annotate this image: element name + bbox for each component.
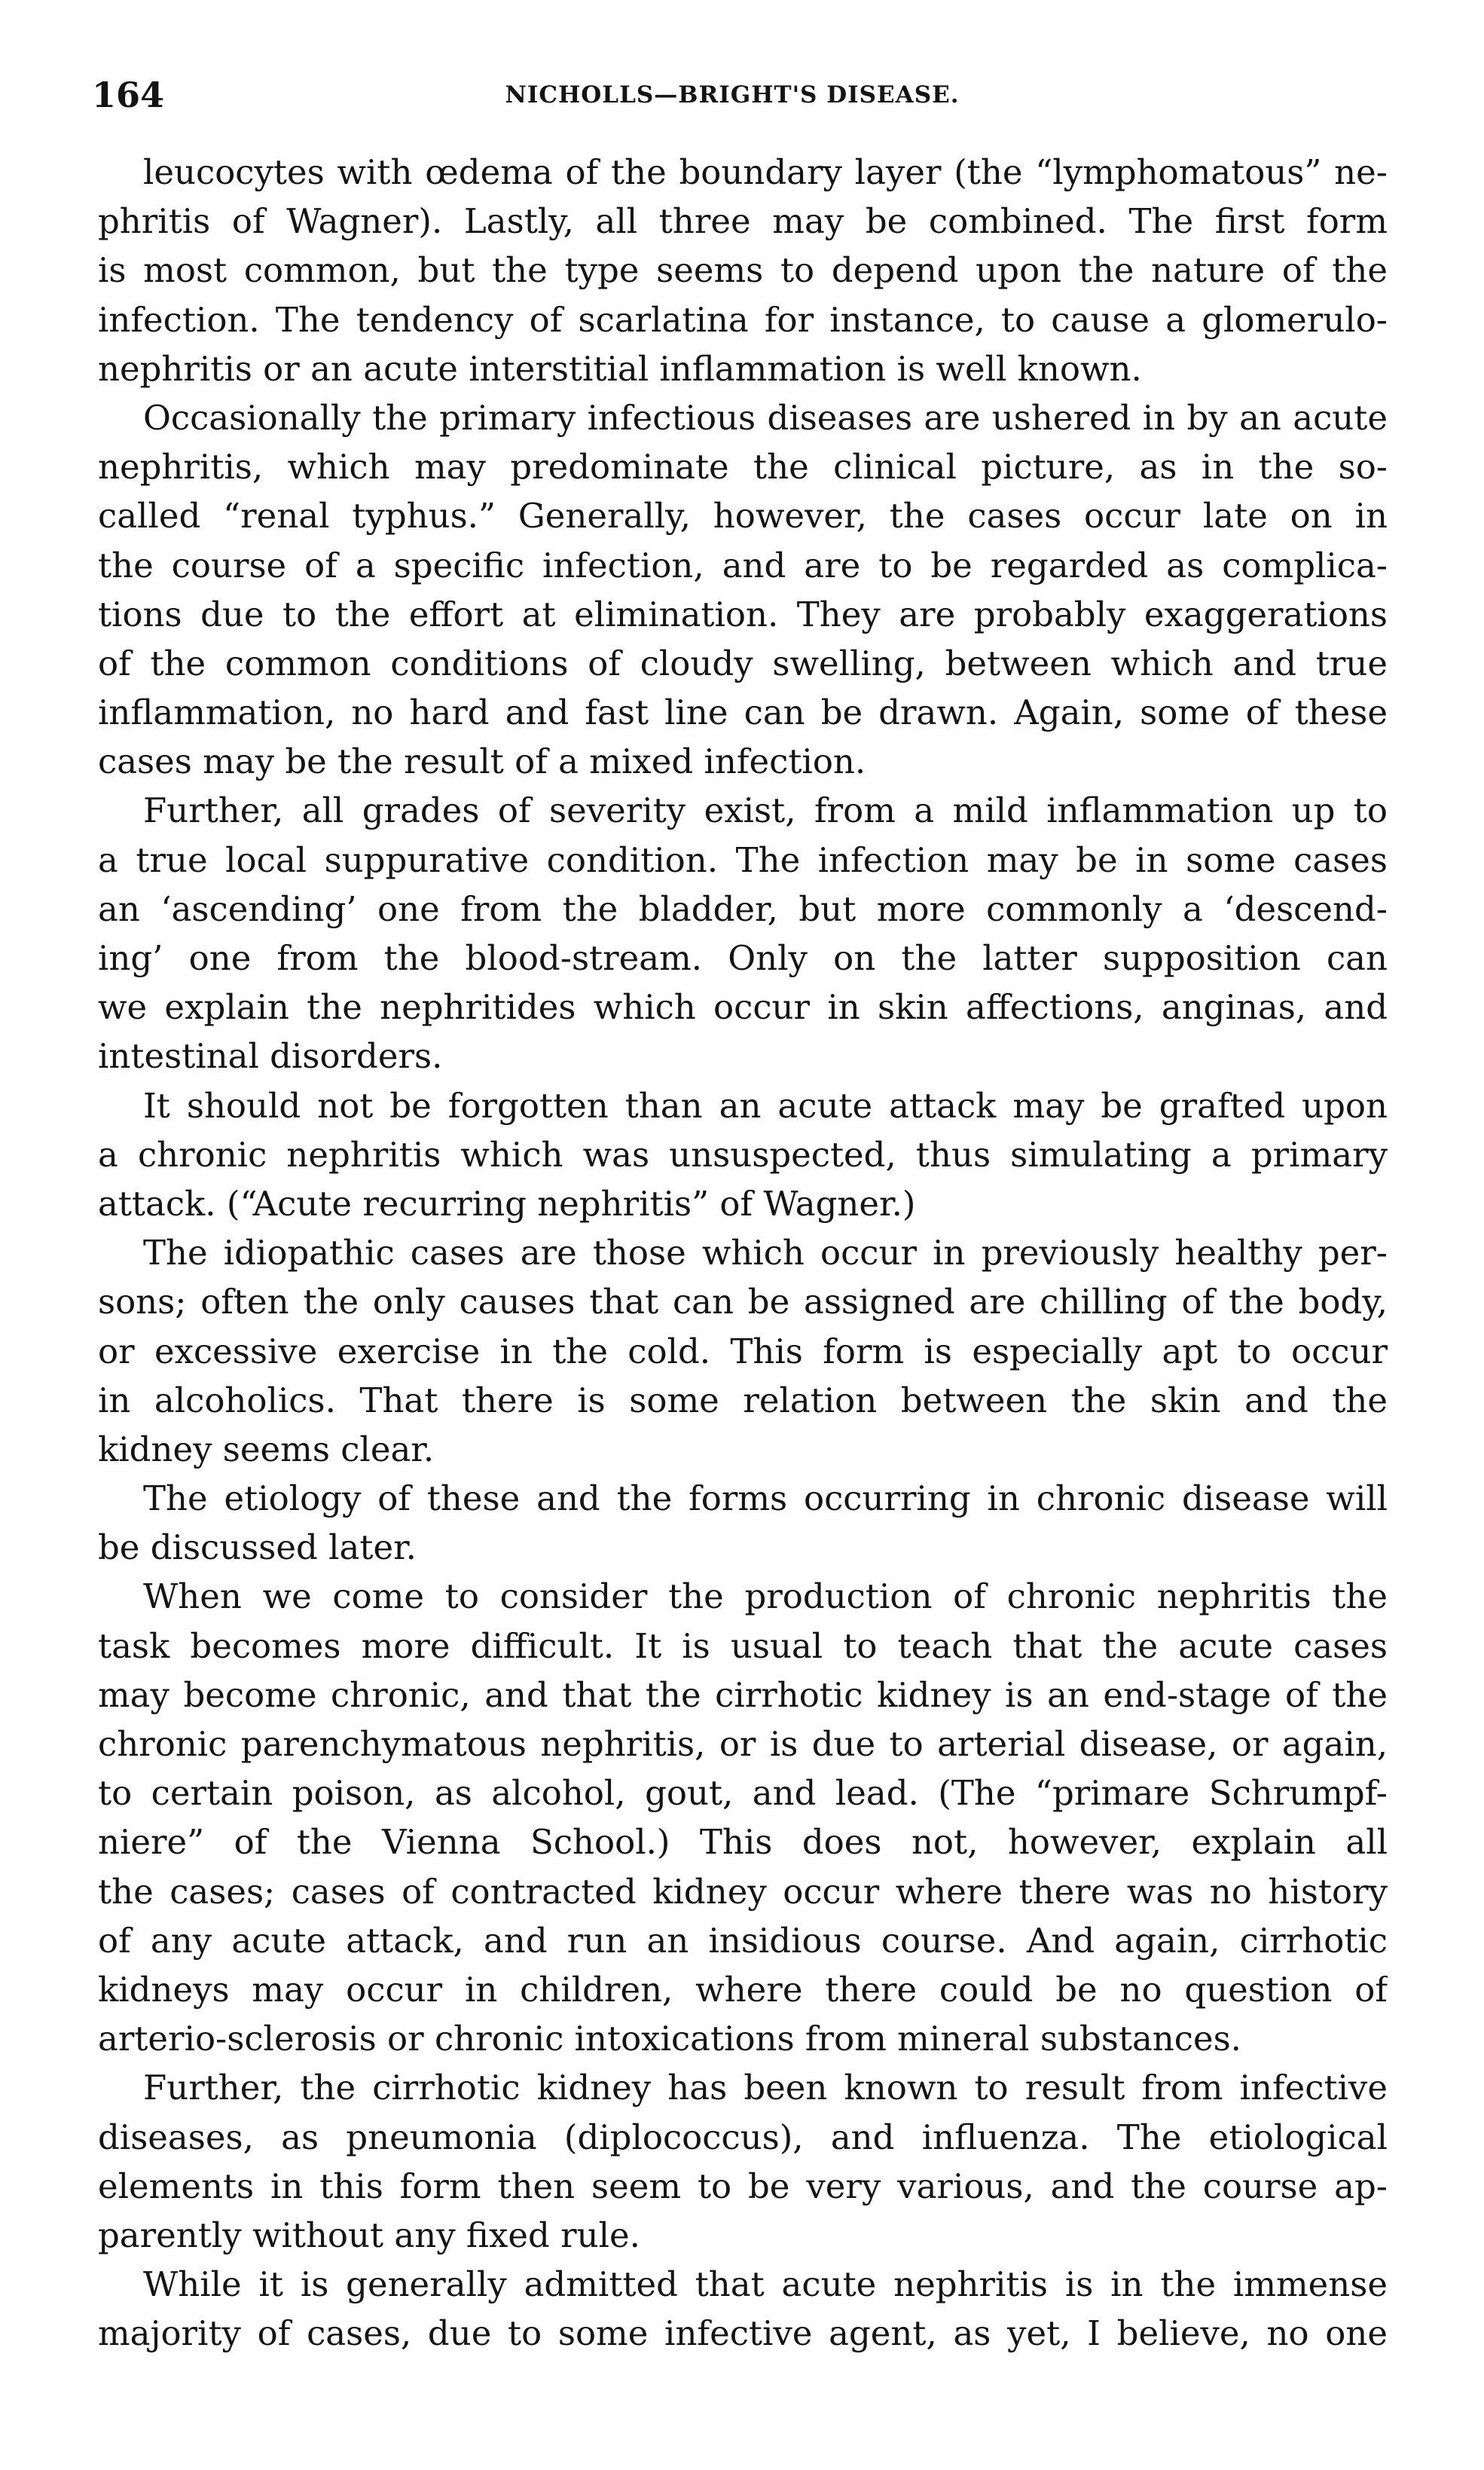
text-line: task becomes more difficult. It is usual to teach that the acute cases — [98, 1625, 1388, 1666]
text-line: intestinal disorders. — [98, 1036, 443, 1077]
text-line: arterio-sclerosis or chronic intoxications from mineral substances. — [98, 2019, 1241, 2059]
text-line: parently without any fixed rule. — [98, 2215, 640, 2255]
paragraph — [98, 2260, 1388, 2358]
text-line: nephritis or an acute interstitial inflammation is well known. — [98, 348, 1142, 389]
text-line: Further, all grades of severity exist, from a mild inflammation up to — [143, 790, 1388, 831]
text-line: of the common conditions of cloudy swelling, between which and true — [98, 643, 1388, 683]
text-line: a chronic nephritis which was unsuspected, thus simulating a primary — [98, 1134, 1388, 1175]
text-line: an ‘ascending’ one from the bladder, but more commonly a ‘descend- — [98, 888, 1388, 929]
running-head: NICHOLLS—BRIGHT'S DISEASE. — [505, 81, 960, 109]
text-line: is most common, but the type seems to depend upon the nature of the — [98, 250, 1388, 291]
text-line: or excessive exercise in the cold. This form is especially apt to occur — [98, 1331, 1388, 1371]
text-line: of any acute attack, and run an insidious course. And again, cirrhotic — [98, 1920, 1388, 1961]
text-line: diseases, as pneumonia (diplococcus), and influenza. The etiological — [98, 2117, 1388, 2157]
paragraph — [98, 2063, 1388, 2260]
text-line: sons; often the only causes that can be assigned are chilling of the body, — [98, 1282, 1388, 1322]
text-line: infection. The tendency of scarlatina for instance, to cause a glomerulo- — [98, 299, 1388, 340]
paragraph — [98, 1081, 1388, 1229]
text-line: The idiopathic cases are those which occur in previously healthy per- — [143, 1233, 1388, 1273]
text-line: ing’ one from the blood-stream. Only on the latter supposition can — [98, 938, 1388, 978]
body-text — [98, 148, 1388, 2358]
text-line: to certain poison, as alcohol, gout, and lead. (The “primare Schrumpf- — [98, 1773, 1388, 1814]
paragraph — [98, 786, 1388, 1081]
text-line: The etiology of these and the forms occurring in chronic disease will — [143, 1478, 1388, 1519]
text-line: leucocytes with œdema of the boundary layer (the “lymphomatous” ne- — [143, 152, 1388, 192]
text-line: elements in this form then seem to be very various, and the course ap- — [98, 2166, 1388, 2206]
text-line: majority of cases, due to some infective agent, as yet, I believe, no one — [98, 2313, 1388, 2354]
text-line: be discussed later. — [98, 1527, 417, 1568]
text-line: tions due to the effort at elimination. They are probably exaggerations — [98, 594, 1388, 634]
text-line: may become chronic, and that the cirrhotic kidney is an end-stage of the — [98, 1674, 1388, 1715]
page-number: 164 — [92, 75, 165, 115]
text-line: niere” of the Vienna School.) This does not, however, explain all — [98, 1822, 1388, 1863]
text-line: When we come to consider the production of chronic nephritis the — [143, 1576, 1388, 1617]
text-line: the cases; cases of contracted kidney occur where there was no history — [98, 1871, 1388, 1912]
text-line: It should not be forgotten than an acute attack may be grafted upon — [143, 1085, 1388, 1126]
text-line: the course of a specific infection, and are to be regarded as complica- — [98, 545, 1388, 585]
text-line: attack. (“Acute recurring nephritis” of Wagner.) — [98, 1183, 916, 1224]
text-line: cases may be the result of a mixed infection. — [98, 741, 866, 782]
page-header — [92, 72, 1373, 118]
text-line: inflammation, no hard and fast line can be drawn. Again, some of these — [98, 692, 1388, 733]
text-line: called “renal typhus.” Generally, however, the cases occur late on in — [98, 496, 1388, 536]
text-line: Further, the cirrhotic kidney has been known to result from infective — [143, 2068, 1388, 2108]
text-line: kidney seems clear. — [98, 1429, 435, 1469]
text-line: a true local suppurative condition. The infection may be in some cases — [98, 839, 1388, 880]
paragraph — [98, 1228, 1388, 1474]
text-line: kidneys may occur in children, where there could be no question of — [98, 1969, 1388, 2010]
text-line: we explain the nephritides which occur in skin affections, anginas, and — [98, 987, 1388, 1028]
text-line: Occasionally the primary infectious diseases are ushered in by an acute — [143, 397, 1388, 438]
text-line: in alcoholics. That there is some relation between the skin and the — [98, 1380, 1388, 1420]
paragraph — [98, 148, 1388, 393]
paragraph — [98, 393, 1388, 787]
paragraph — [98, 1572, 1388, 2063]
text-line: nephritis, which may predominate the clinical picture, as in the so- — [98, 447, 1388, 488]
text-line: While it is generally admitted that acute nephritis is in the immense — [143, 2264, 1388, 2305]
text-line: phritis of Wagner). Lastly, all three may be combined. The first form — [98, 201, 1388, 242]
paragraph — [98, 1474, 1388, 1572]
text-line: chronic parenchymatous nephritis, or is due to arterial disease, or again, — [98, 1724, 1388, 1764]
